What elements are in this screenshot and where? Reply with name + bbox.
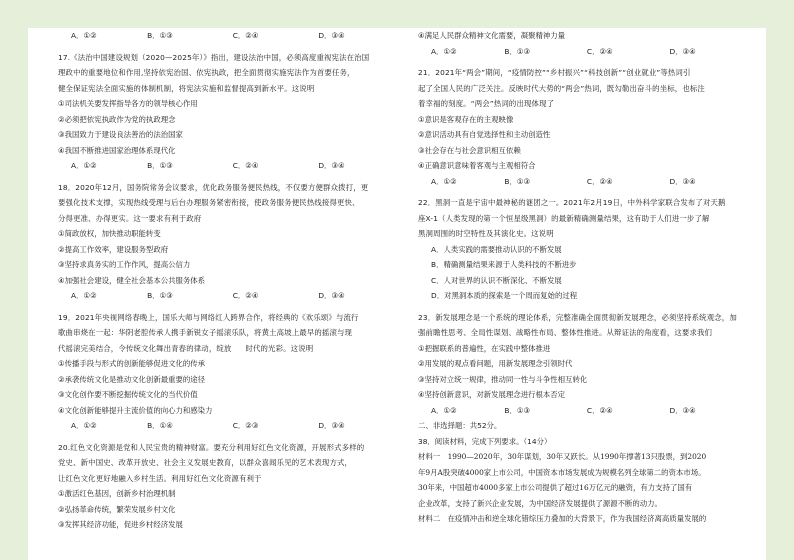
question-options: [58, 418, 404, 434]
question-text-line: [58, 341, 404, 357]
option-b[interactable]: B．①③: [504, 405, 531, 415]
option-a[interactable]: A．①②: [71, 31, 97, 40]
option-a[interactable]: A．①②: [431, 46, 457, 56]
question-options: [418, 174, 752, 190]
question-22: [418, 195, 752, 304]
question-heading: 38．阅读材料，完成下列要求。（14分）: [418, 436, 552, 446]
question-options: [58, 158, 404, 174]
question-text: 党史、新中国史、改革开放史、社会主义发展史教育，以群众喜闻乐见的艺术表现方式，: [58, 458, 353, 467]
question-38: [418, 434, 752, 527]
statement-item: ②意识活动具有自觉选择性和主动创造性: [418, 130, 551, 139]
question-17: [58, 50, 404, 174]
question-text: 要强化技术支撑，实现热线受理与后台办理服务紧密衔接，使政务服务便民热线接得更快、: [58, 198, 360, 207]
option-c[interactable]: C．②④: [586, 176, 613, 186]
option-c[interactable]: C．②④: [586, 46, 613, 56]
question-text: 22．黑洞一直是宇宙中最神秘的谜团之一。2021年2月19日，中外科学家联合发布了对天鹅: [418, 198, 726, 207]
material-text: 企业改革，支持了新兴企业发展，为中国经济发展提供了源源不断的动力。: [418, 498, 662, 508]
question-21: [418, 65, 752, 189]
option-d[interactable]: D．③④: [318, 421, 345, 430]
statement-item: ②必须把依宪执政作为党的执政理念: [58, 114, 176, 124]
question-text: 23．新发展理念是一个系统的理论体系，完整准确全面贯彻新发展理念，必须坚持系统观念，加: [418, 312, 737, 322]
statement-item: ③社会存在与社会意识相互依赖: [418, 145, 521, 155]
statement-item: ①意识是客观存在的主观映像: [418, 114, 514, 124]
statement-item: ②提高工作效率，建设服务型政府: [58, 244, 169, 254]
option-d[interactable]: D．对黑洞本质的探索是一个周而复始的过程: [431, 291, 578, 300]
question-text: 黑洞周围的时空特性及其演化史。这说明: [418, 229, 554, 238]
option-b[interactable]: B．①③: [504, 46, 531, 56]
option-d[interactable]: D．③④: [669, 176, 696, 186]
question-text: 17.《法治中国建设规划（2020—2025年）》指出，建设法治中国，必须高度重视宪法在治国: [58, 52, 370, 62]
statement-item: ①激活红色基因，创新乡村治理机制: [58, 489, 176, 498]
statement-item: ④坚持创新意识，对新发展理念进行根本否定: [418, 390, 566, 399]
option-c[interactable]: C．②③: [232, 421, 259, 430]
question-text: 代摇滚完美结合，令传统文化舞出青春的律动，绽放: [58, 343, 232, 353]
material-text: 30年来，中国超市4000多家上市公司提供了超过16万亿元的融资，有力支持了国有: [418, 483, 693, 492]
statement-item: ④加强社会建设，健全社会基本公共服务体系: [58, 275, 206, 285]
question-options: [418, 403, 752, 419]
question-20: [58, 440, 404, 533]
statement-item: ②用发展的观点看问题，用新发展理念引领时代: [418, 359, 573, 368]
right-column: [418, 28, 752, 527]
statement-item: ①简政放权，加快推动职能转变: [58, 229, 161, 238]
question-text: 健全保证宪法全面实施的体制机制，将宪法实施和监督提高到新水平。这说明: [58, 83, 315, 93]
option-b[interactable]: B．①③: [504, 176, 531, 186]
option-c[interactable]: C．②④: [232, 31, 259, 40]
question-text: 20.红色文化资源是党和人民宝贵的精神财富。要充分利用好红色文化资源，开展形式多样的: [58, 442, 365, 452]
statement-item: ②弘扬革命传统，繁荣发展乡村文化: [58, 504, 176, 514]
option-b[interactable]: B．精确测量结果来源于人类科技的不断进步: [431, 260, 577, 269]
option-a[interactable]: A．①②: [431, 405, 457, 415]
q20-options: [418, 44, 752, 60]
question-text: 让红色文化更好地融入乡村生活。利用好红色文化资源有利于: [58, 473, 262, 483]
question-23: [418, 310, 752, 419]
statement-item: ①司法机关要发挥指导各方的领导核心作用: [58, 99, 198, 108]
statement-item: ①传播手段与形式的创新能够促进文化的传承: [58, 359, 206, 368]
question-text: 强前瞻性思考、全局性谋划、战略性布局、整体性推进。从辩证法的角度看，这要求我们: [418, 328, 713, 337]
statement-item: ④满足人民群众精神文化需要，凝聚精神力量: [418, 31, 566, 40]
statement-item: ①把握联系的普遍性，在实践中整体推进: [418, 343, 551, 353]
question-text: 起了全国人民的广泛关注。反映时代大势的“两会”热词，既勾勒出奋斗的坐标，也标注: [418, 83, 705, 93]
statement-item: ②承袭传统文化是推动文化创新最重要的途径: [58, 374, 206, 384]
question-19: [58, 310, 404, 434]
statement-item: ③坚持求真务实的工作作风，提高公信力: [58, 260, 191, 269]
option-c[interactable]: C．②④: [232, 161, 259, 170]
option-b[interactable]: B．①④: [147, 421, 173, 430]
statement-item: ④正确意识意味着客观与主观相符合: [418, 161, 536, 170]
question-text: 分得更准、办得更实。这一要求有利于政府: [58, 213, 202, 223]
option-a[interactable]: A．①②: [71, 291, 97, 300]
exam-page: [28, 28, 766, 560]
statement-item: ③我国致力于建设良法善治的法治国家: [58, 130, 183, 139]
material-text: 材料一 1990—2020年，30年谋划，30年又跃长。从1990年撑著13只股票，到2020: [418, 452, 707, 461]
question-text: 座X-1（人类发现的第一个恒星级黑洞）的最新精确测量结果，这有助于人们进一步了解: [418, 213, 710, 223]
question-text: 着幸福的刻度。“两会”热词的出现体现了: [418, 99, 555, 108]
question-text: 21．2021年“两会”期间，“疫情防控”“乡村振兴”“科技创新”“创业就业”等热词引: [418, 68, 691, 77]
option-d[interactable]: D．③④: [318, 31, 345, 40]
statement-item: ③文化创作要不断挖掘传统文化的当代价值: [58, 390, 198, 399]
option-c[interactable]: C．人对世界的认识不断深化、不断发展: [431, 275, 562, 285]
material-text: 年9月A股突破4000家上市公司，中国资本市场发展成为规模名列全球第二的资本市场。: [418, 467, 706, 477]
statement-item: ④我国不断推进国家治理体系现代化: [58, 145, 176, 155]
question-options: [58, 288, 404, 304]
option-b[interactable]: B．①③: [147, 31, 173, 40]
option-a[interactable]: A．①②: [71, 421, 97, 430]
question-text: 18．2020年12月，国务院常务会议要求，优化政务服务便民热线，不仅要方便群众拨打，更: [58, 182, 369, 192]
question-text: 理政中的重要地位和作用,坚持依宪治国、依宪执政，把全面贯彻实施宪法作为首要任务，: [58, 68, 355, 77]
q16-options: [58, 28, 404, 44]
option-c[interactable]: C．②④: [232, 291, 259, 300]
option-d[interactable]: D．③④: [318, 161, 345, 170]
question-text: 19．2021年央视网络春晚上，国乐大师与网络红人跨界合作，将经典的《欢乐颂》与流行: [58, 312, 359, 322]
left-column: [58, 28, 404, 533]
option-a[interactable]: A．①②: [431, 176, 457, 186]
question-text: 时代的光彩。这说明: [245, 343, 314, 353]
statement-item: ③发挥其经济功能，促进乡村经济发展: [58, 520, 183, 529]
question-18: [58, 180, 404, 304]
statement-item: ④文化创新能够提升主流价值的向心力和感染力: [58, 405, 213, 415]
option-d[interactable]: D．③④: [318, 291, 345, 300]
section-heading: 二、非选择题：共52分。: [418, 421, 502, 430]
option-d[interactable]: D．③④: [669, 46, 696, 56]
material-text: 材料二 在疫情冲击和逆全球化错综压力叠加的大背景下，作为我国经济离高质量发展的: [418, 514, 707, 523]
option-b[interactable]: B．①③: [147, 291, 173, 300]
option-d[interactable]: D．③④: [669, 405, 696, 415]
option-a[interactable]: A．人类实践的需要推动认识的不断发展: [431, 244, 562, 254]
statement-item: ③坚持对立统一规律，推动同一性与斗争性相互转化: [418, 374, 588, 384]
option-a[interactable]: A．①②: [71, 161, 97, 170]
question-text: 歌曲串烧在一起：华阴老腔传承人携手新锐女子摇滚乐队，将黄土高坡上最早的摇滚与现: [58, 328, 353, 337]
option-c[interactable]: C．②④: [586, 405, 613, 415]
option-b[interactable]: B．①③: [147, 161, 173, 170]
